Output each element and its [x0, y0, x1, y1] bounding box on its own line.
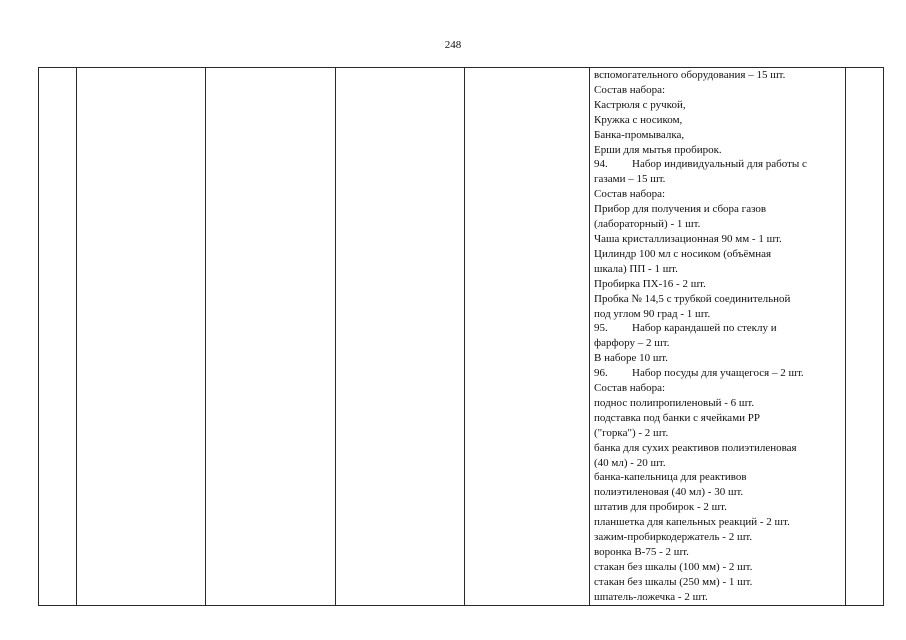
table-cell-equipment-list [590, 68, 846, 606]
content-line: банка для сухих реактивов полиэтиленовая [594, 441, 797, 454]
content-line: (40 мл) - 20 шт. [594, 456, 666, 469]
content-line: (лабораторный) - 1 шт. [594, 218, 701, 231]
content-line: планшетка для капельных реакций - 2 шт. [594, 516, 790, 529]
content-line: Цилиндр 100 мл с носиком (объёмная [594, 247, 772, 260]
numbered-item-heading [594, 366, 843, 381]
content-line: стакан без шкалы (100 мм) - 2 шт. [594, 560, 753, 573]
content-line: Чаша кристаллизационная 90 мм - 1 шт. [594, 232, 782, 245]
content-line: Ерши для мытья пробирок. [594, 143, 722, 156]
content-line: под углом 90 град - 1 шт. [594, 307, 711, 320]
content-line: шкала) ПП - 1 шт. [594, 262, 678, 275]
content-line: Пробка № 14,5 с трубкой соединительной [594, 292, 791, 305]
item-title: Набор посуды для учащегося – 2 шт. [632, 367, 804, 380]
item-title: Набор индивидуальный для работы с [632, 158, 807, 171]
table-cell-number [39, 68, 77, 606]
content-line: банка-капельница для реактивов [594, 471, 747, 484]
item-number: 96. [594, 367, 608, 380]
content-line: стакан без шкалы (250 мм) - 1 шт. [594, 575, 753, 588]
content-line: Прибор для получения и сбора газов [594, 203, 767, 216]
content-line: газами – 15 шт. [594, 173, 666, 186]
content-line: вспомогательного оборудования – 15 шт. [594, 69, 786, 81]
content-line: Состав набора: [594, 382, 666, 395]
content-line: фарфору – 2 шт. [594, 337, 670, 350]
content-line: шпатель-ложечка - 2 шт. [594, 590, 708, 603]
table-cell-empty [846, 68, 884, 606]
numbered-item-heading [594, 321, 843, 336]
content-line: воронка В-75 - 2 шт. [594, 546, 689, 558]
content-line: штатив для пробирок - 2 шт. [594, 501, 727, 514]
table-cell-empty [336, 68, 465, 606]
item-number: 95. [594, 322, 608, 335]
content-line: Кружка с носиком, [594, 113, 683, 126]
page-number: 248 [444, 39, 462, 51]
numbered-item-heading [594, 157, 843, 172]
table-cell-empty [77, 68, 206, 606]
content-line: зажим-пробиркодержатель - 2 шт. [594, 531, 753, 544]
table-row [39, 68, 884, 606]
content-line: поднос полипропиленовый - 6 шт. [594, 396, 755, 409]
content-line: Пробирка ПХ-16 - 2 шт. [594, 277, 706, 290]
content-line: подставка под банки с ячейками РР [594, 411, 761, 424]
content-line: Банка-промывалка, [594, 128, 685, 141]
item-number: 94. [594, 158, 608, 171]
content-line: полиэтиленовая (40 мл) - 30 шт. [594, 486, 744, 499]
item-title: Набор карандашей по стеклу и [632, 322, 777, 335]
table-cell-empty [465, 68, 590, 606]
equipment-list [594, 68, 843, 605]
content-line: ("горка") - 2 шт. [594, 426, 669, 439]
content-line: В наборе 10 шт. [594, 352, 669, 365]
content-line: Кастрюля с ручкой, [594, 98, 686, 111]
document-table [38, 67, 884, 606]
table-cell-empty [206, 68, 336, 606]
content-line: Состав набора: [594, 188, 666, 201]
content-line: Состав набора: [594, 83, 666, 96]
